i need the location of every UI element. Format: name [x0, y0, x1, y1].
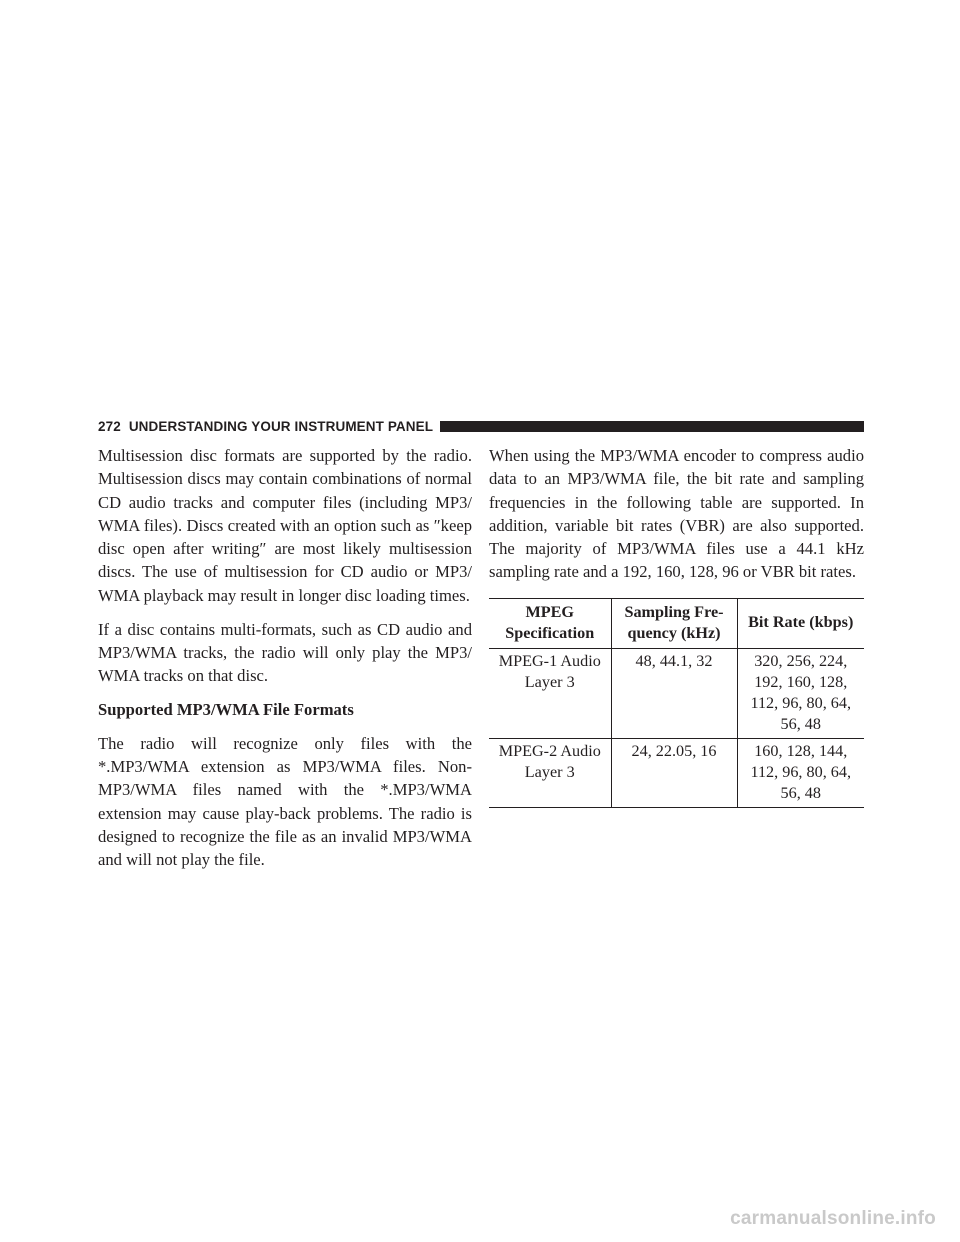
left-column — [98, 444, 472, 882]
multi-format-paragraph: If a disc contains multi-formats, such as CD audio and MP3/​WMA tracks, the radio will only play the MP3/​WMA tracks on that disc. — [98, 619, 472, 686]
cell-line: 56, 48 — [780, 714, 821, 733]
watermark-link[interactable]: carmanualsonline.info — [730, 1208, 936, 1229]
table-row — [489, 738, 864, 807]
cell-line: 112, 96, 80, 64, — [750, 693, 852, 712]
page-number: 272 — [98, 418, 121, 434]
cell-specification — [489, 738, 611, 807]
header-line: Sampling Fre- — [624, 602, 724, 621]
multisession-paragraph: Multisession disc formats are supported by the radio. Multisession discs may contain combinations of normal CD audio tracks and computer files (including MP3/​WMA files). Discs created with an option such as ″keep disc open after writing″ are most likely multisession discs. The use of multisession for CD audio or MP3/​WMA playback may result in longer disc loading times. — [98, 446, 472, 605]
cell-line: 192, 160, 128, — [754, 672, 848, 691]
right-column — [489, 444, 864, 808]
table-header-row — [489, 598, 864, 648]
cell-line: 56, 48 — [780, 783, 821, 802]
cell-line: 24, 22.05, 16 — [631, 741, 717, 760]
mpeg-spec-table — [489, 598, 864, 808]
cell-line: Layer 3 — [524, 672, 575, 691]
header-sampling-frequency — [611, 598, 737, 648]
cell-line: 48, 44.1, 32 — [635, 651, 713, 670]
cell-line: 320, 256, 224, — [754, 651, 848, 670]
header-line: MPEG — [525, 602, 575, 621]
header-line: quency (kHz) — [627, 623, 721, 642]
header-line: Specification — [505, 623, 595, 642]
cell-bit-rate — [737, 738, 864, 807]
header-specification — [489, 598, 611, 648]
cell-line: MPEG-1 Audio — [498, 651, 601, 670]
page-header — [98, 418, 864, 434]
encoder-paragraph: When using the MP3/WMA encoder to compress audio data to an MP3/WMA file, the bit rate and sampling frequencies in the following table are supported. In addition, variable bit rates (VBR) are also supported. The majority of MP3/WMA files use a 44.1 kHz sampling rate and a 192, 160, 128, 96 or VBR bit rates. — [489, 446, 864, 582]
header-bit-rate — [737, 598, 864, 648]
table-row — [489, 648, 864, 738]
header-line: Bit Rate (kbps) — [748, 613, 854, 632]
section-title: UNDERSTANDING YOUR INSTRUMENT PANEL — [128, 418, 434, 434]
header-rule — [440, 421, 864, 432]
section-heading: Supported MP3/WMA File Formats — [98, 699, 354, 719]
cell-line: Layer 3 — [524, 762, 575, 781]
cell-line: MPEG-2 Audio — [498, 741, 601, 760]
cell-sampling-frequency — [611, 738, 737, 807]
cell-bit-rate — [737, 648, 864, 738]
cell-specification — [489, 648, 611, 738]
cell-line: 112, 96, 80, 64, — [750, 762, 852, 781]
cell-sampling-frequency — [611, 648, 737, 738]
cell-line: 160, 128, 144, — [754, 741, 848, 760]
file-extension-paragraph: The radio will recognize only files with the *.MP3/WMA extension as MP3/WMA files. Non-MP3/WMA files named with the *.MP3/WMA extension may cause play-​back problems. The radio is designed to recognize the file as an invalid MP3/WMA and will not play the file. — [98, 733, 472, 870]
